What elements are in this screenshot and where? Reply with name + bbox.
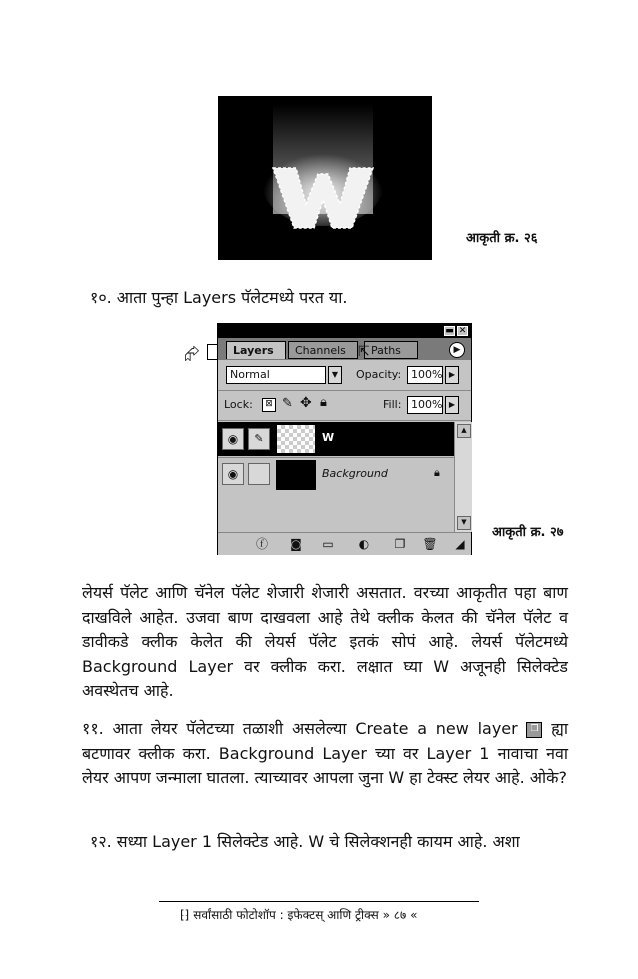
resize-grip-icon[interactable]: ◢ xyxy=(455,537,465,551)
figure-26-image xyxy=(218,96,432,260)
layer-thumbnail xyxy=(276,424,316,454)
chevron-down-icon[interactable]: ▼ xyxy=(328,366,342,384)
page-number: ८७ xyxy=(393,908,407,922)
layer-name: W xyxy=(322,431,335,444)
lock-label: Lock: xyxy=(224,398,253,411)
layer-thumbnail xyxy=(276,460,316,490)
opacity-label: Opacity: xyxy=(356,368,402,381)
scroll-up-icon[interactable]: ▲ xyxy=(457,424,471,438)
layer-style-icon[interactable]: ⓕ xyxy=(255,537,268,551)
scroll-down-icon[interactable]: ▼ xyxy=(457,516,471,530)
tab-layers[interactable]: Layers xyxy=(226,341,286,359)
close-icon[interactable]: ✕ xyxy=(458,326,467,336)
footer-text: सर्वांसाठी फोटोशॉप : इफेक्टस् आणि ट्रीक्स xyxy=(193,908,379,922)
brush-slot xyxy=(248,463,270,485)
panel-menu-icon[interactable]: ▶ xyxy=(449,342,465,358)
lock-transparent-icon[interactable]: ⊠ xyxy=(262,398,276,412)
footer-left-ornament-icon: ⁅⁆ xyxy=(180,908,190,922)
lock-move-icon[interactable]: ✥ xyxy=(300,395,312,411)
add-mask-icon[interactable]: ◙ xyxy=(290,537,302,551)
opacity-input[interactable]: 100% xyxy=(407,366,443,384)
layer-row-w[interactable] xyxy=(218,422,454,456)
divider xyxy=(218,390,471,391)
glowing-w-graphic xyxy=(218,96,432,260)
tab-channels[interactable]: Channels xyxy=(288,341,358,359)
layer-name: Background xyxy=(322,467,388,480)
lock-all-icon[interactable]: 🔒︎ xyxy=(320,395,327,410)
panel-titlebar xyxy=(218,324,471,338)
layers-panel xyxy=(217,323,472,555)
svg-text:W: W xyxy=(322,246,324,247)
eye-icon[interactable]: ◉ xyxy=(222,463,244,485)
step-12-text: १२. सध्या Layer 1 सिलेक्टेड आहे. W चे सिलेक्शनही कायम आहे. अशा xyxy=(90,832,520,851)
brush-icon: ✎ xyxy=(248,428,270,450)
figure-26-caption: आकृती क्र. २६ xyxy=(466,231,538,246)
create-new-layer-icon[interactable]: ❐ xyxy=(394,537,406,551)
paragraph-2 xyxy=(82,717,568,791)
adjustment-layer-icon[interactable]: ◐ xyxy=(358,537,370,551)
cursor-arrow-icon: ⇱ xyxy=(358,344,370,360)
layer-row-background[interactable] xyxy=(218,457,454,492)
create-new-layer-icon: ❐ xyxy=(526,722,542,738)
footer-right-ornament-icon: » xyxy=(382,908,390,922)
blend-mode-select[interactable]: Normal xyxy=(226,366,326,384)
fill-arrow-icon[interactable]: ▶ xyxy=(445,396,459,414)
trash-icon[interactable]: 🗑︎ xyxy=(422,537,438,551)
panel-tabs xyxy=(218,338,471,360)
lock-icon: 🔒︎ xyxy=(434,466,440,479)
scrollbar[interactable] xyxy=(454,422,472,532)
left-arrow-icon: ⮳ xyxy=(184,341,200,365)
paragraph-2-part-1: ११. आता लेयर पॅलेटच्या तळाशी असलेल्या Create a new layer xyxy=(82,719,518,738)
step-10-text: १०. आता पुन्हा Layers पॅलेटमध्ये परत या. xyxy=(90,288,348,307)
tab-paths[interactable]: Paths xyxy=(364,341,418,359)
eye-icon[interactable]: ◉ xyxy=(222,428,244,450)
footer-rule xyxy=(159,901,479,902)
paragraph-1: लेयर्स पॅलेट आणि चॅनेल पॅलेट शेजारी शेजारी असतात. वरच्या आकृतीत पहा बाण दाखविले आहेत. उजवा बाण दाखवला आहे तेथे क्लीक केलत की चॅनेल पॅलेट व डावीकडे क्लीक केलेत की लेयर्स पॅलेट इतकं सोपं आहे. लेयर्स पॅलेटमध्ये Background Layer वर क्लीक करा. लक्षात घ्या W अजूनही सिलेक्टेड अवस्थेतच आहे. xyxy=(82,583,568,700)
minimize-icon[interactable]: ▬ xyxy=(445,326,454,336)
figure-27-caption: आकृती क्र. २७ xyxy=(492,525,564,540)
paragraph-2-part-2: ह्या बटणावर क्लीक करा. Background Layer च्या वर Layer 1 नावाचा नवा लेयर आपण जन्माला घातला. त्याच्यावर आपला जुना W हा टेक्स्ट लेयर आहे. ओके? xyxy=(82,719,568,787)
footer-end-ornament-icon: « xyxy=(410,908,418,922)
page-footer xyxy=(180,906,417,923)
opacity-arrow-icon[interactable]: ▶ xyxy=(445,366,459,384)
divider xyxy=(218,420,471,421)
fill-label: Fill: xyxy=(383,398,402,411)
fill-input[interactable]: 100% xyxy=(407,396,443,414)
panel-footer xyxy=(218,532,471,555)
lock-brush-icon[interactable]: ✎ xyxy=(282,396,293,411)
new-group-icon[interactable]: ▭ xyxy=(322,537,334,551)
